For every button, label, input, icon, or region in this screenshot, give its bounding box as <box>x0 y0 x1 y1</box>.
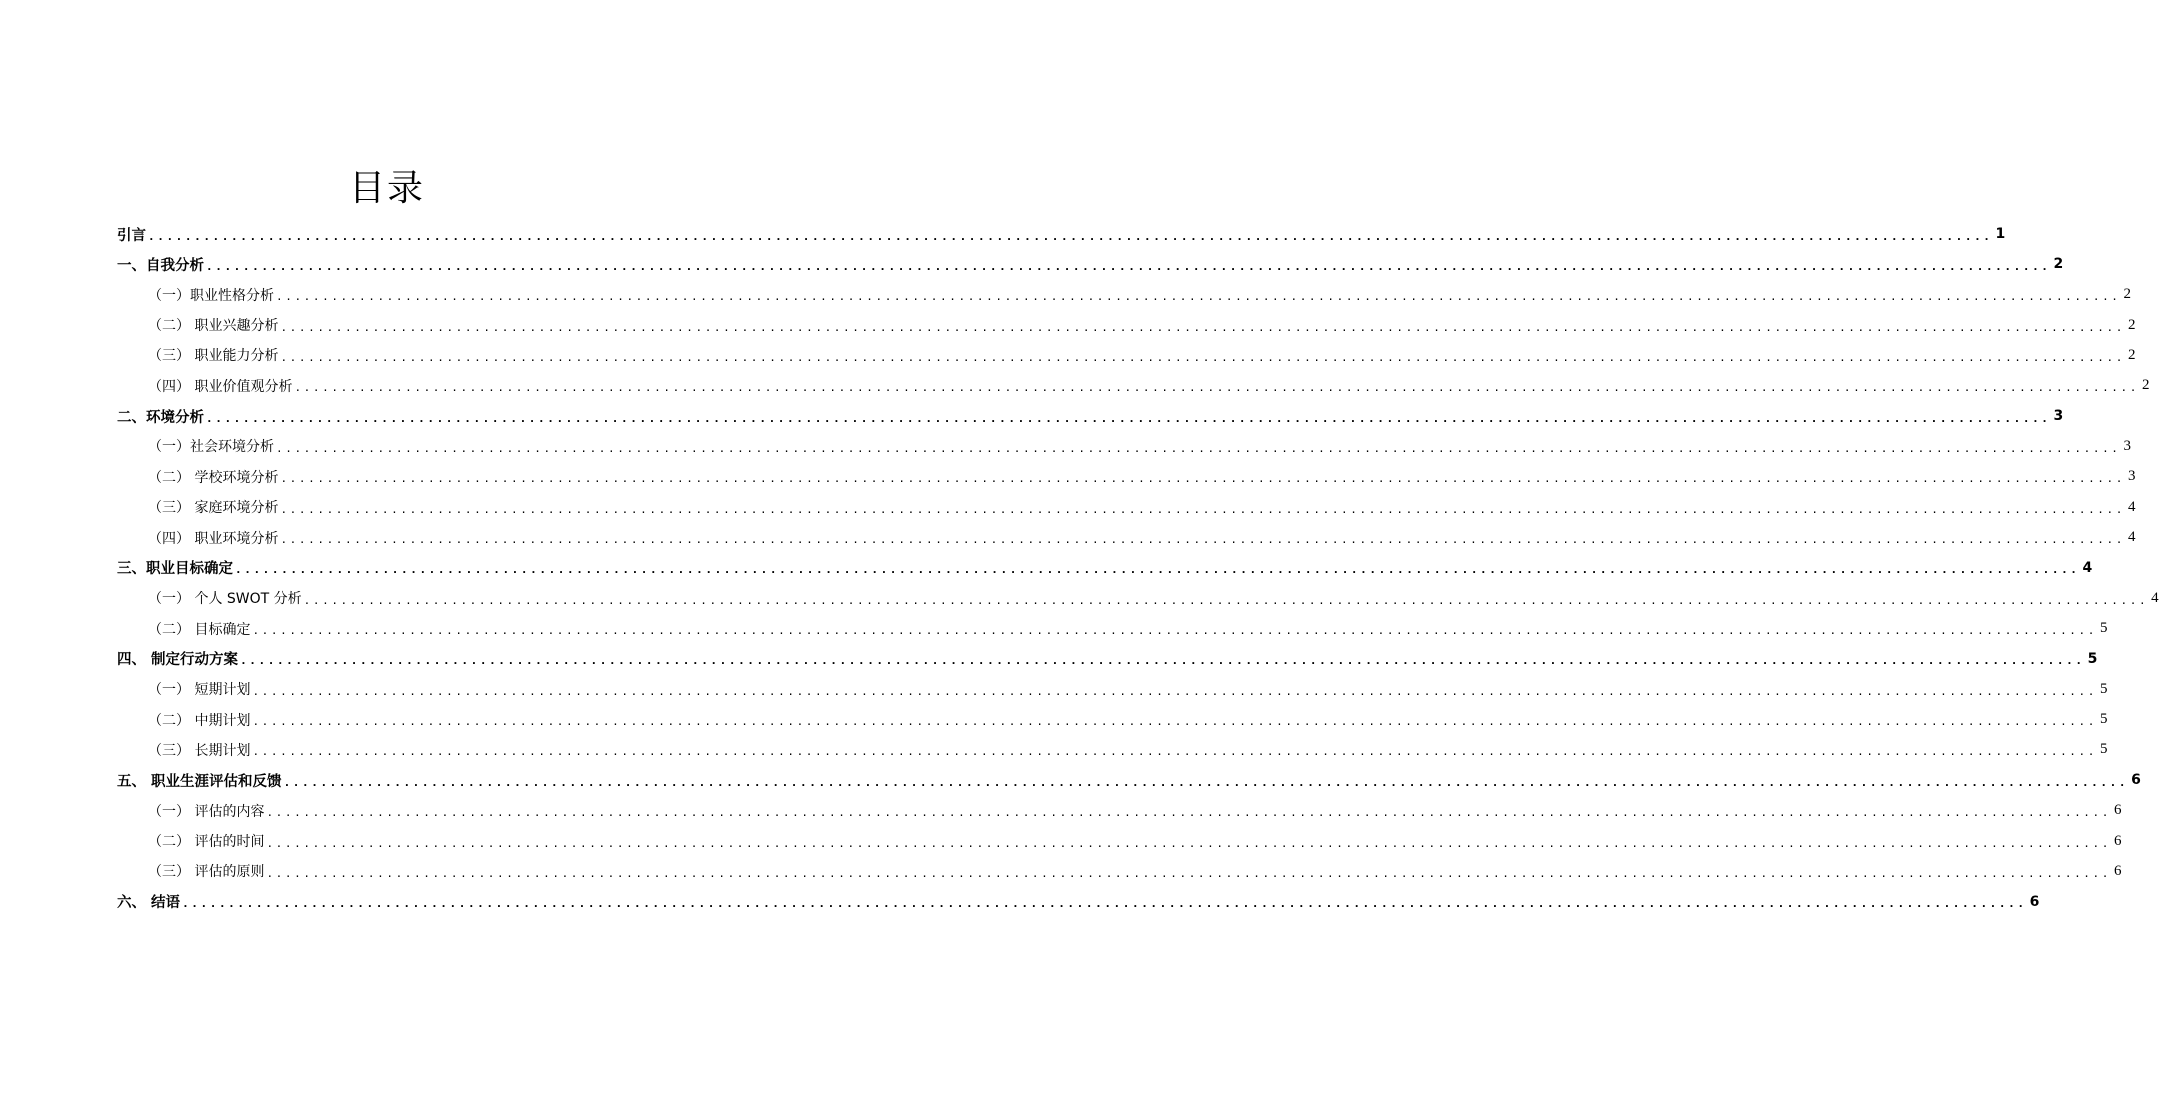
toc-entry-title: （二） 职业兴趣分析 <box>148 318 279 335</box>
toc-entry-section[interactable] <box>148 280 2132 310</box>
toc-page-number: 4 <box>2151 589 2159 606</box>
toc-entry-title: （一）社会环境分析 <box>148 439 274 456</box>
toc-entry-chapter[interactable] <box>117 219 2006 249</box>
toc-entry-section[interactable] <box>148 614 2108 644</box>
toc-page-number: 4 <box>2127 529 2136 545</box>
toc-entry-title: （二） 评估的时间 <box>148 834 265 850</box>
toc-entry-title: （三） 长期计划 <box>148 742 251 759</box>
toc-dot-leader: ........................................................................................................................................................................................................ <box>280 533 2125 546</box>
toc-page-number: 5 <box>2087 650 2098 667</box>
toc-entry-section[interactable] <box>148 674 2108 704</box>
toc-page-number: 5 <box>2099 711 2108 728</box>
toc-dot-leader: ........................................................................................................................................................................................................ <box>280 320 2125 334</box>
toc-dot-leader: ........................................................................................................................................................................................................ <box>206 411 2051 425</box>
toc-entry-section[interactable] <box>148 310 2136 340</box>
toc-dot-leader: ........................................................................................................................................................................................................ <box>235 563 2080 577</box>
toc-dot-leader: ........................................................................................................................................................................................................ <box>266 836 2111 850</box>
toc-entry-title: （三） 职业能力分析 <box>148 348 279 365</box>
toc-entry-section[interactable] <box>148 826 2122 856</box>
toc-dot-leader: ........................................................................................................................................................................................................ <box>240 654 2085 668</box>
toc-page-number: 5 <box>2099 620 2108 637</box>
toc-entry-chapter[interactable] <box>117 644 2098 674</box>
toc-page-number: 2 <box>2127 346 2136 363</box>
toc-title: 目录 <box>348 168 425 209</box>
toc-entry-section[interactable] <box>148 340 2136 370</box>
toc-dot-leader: ........................................................................................................................................................................................................ <box>252 715 2097 729</box>
toc-entry-title: （二） 中期计划 <box>148 712 251 729</box>
toc-entry-title: 二、环境分析 <box>117 409 204 426</box>
toc-entry-section[interactable] <box>148 796 2122 826</box>
toc-entry-chapter[interactable] <box>117 401 2064 431</box>
toc-entry-section[interactable] <box>148 431 2132 461</box>
toc-entry-title: （一） 个人 SWOT 分析 <box>148 591 302 608</box>
toc-entry-chapter[interactable] <box>117 249 2064 279</box>
toc-entry-title: （三） 家庭环境分析 <box>148 500 279 517</box>
toc-page-number: 2 <box>2127 316 2136 333</box>
toc-page-number: 2 <box>2053 256 2064 273</box>
toc-entry-title: （二） 目标确定 <box>148 621 251 638</box>
toc-entry-title: 引言 <box>117 227 146 244</box>
toc-dot-leader: ........................................................................................................................................................................................................ <box>148 229 1993 243</box>
toc-dot-leader: ........................................................................................................................................................................................................ <box>252 624 2097 638</box>
toc-dot-leader: ........................................................................................................................................................................................................ <box>280 472 2125 486</box>
toc-entry-section[interactable] <box>148 856 2122 886</box>
toc-entry-chapter[interactable] <box>117 553 2093 583</box>
toc-entry-chapter[interactable] <box>117 765 2141 795</box>
toc-dot-leader: ........................................................................................................................................................................................................ <box>182 897 2027 911</box>
toc-dot-leader: ........................................................................................................................................................................................................ <box>303 593 2149 607</box>
toc-dot-leader: ........................................................................................................................................................................................................ <box>252 745 2097 759</box>
toc-entry-title: 六、 结语 <box>117 895 181 912</box>
toc-entry-title: 三、职业目标确定 <box>117 561 233 578</box>
toc-dot-leader: ........................................................................................................................................................................................................ <box>283 775 2129 789</box>
toc-entry-section[interactable] <box>148 705 2108 735</box>
toc-page-number: 6 <box>2131 772 2141 789</box>
toc-entry-chapter[interactable] <box>117 887 2040 917</box>
toc-entry-section[interactable] <box>148 462 2136 492</box>
toc-page-number: 4 <box>2127 498 2136 515</box>
toc-page-number: 5 <box>2099 741 2108 758</box>
toc-page-number: 6 <box>2029 893 2040 910</box>
toc-entry-title: （二） 学校环境分析 <box>148 469 279 486</box>
toc-dot-leader: ........................................................................................................................................................................................................ <box>206 259 2051 273</box>
toc-entry-section[interactable] <box>148 523 2136 553</box>
toc-entry-title: （三） 评估的原则 <box>148 864 265 881</box>
toc-dot-leader: ........................................................................................................................................................................................................ <box>294 381 2139 395</box>
toc-dot-leader: ........................................................................................................................................................................................................ <box>280 350 2125 364</box>
toc-page-number: 1 <box>1995 226 2006 242</box>
toc-page-number: 5 <box>2099 680 2108 697</box>
toc-page-number: 6 <box>2113 802 2122 819</box>
toc-entry-section[interactable] <box>148 371 2150 401</box>
toc-entry-title: 一、自我分析 <box>117 257 204 274</box>
toc-entry-title: （一） 评估的内容 <box>148 803 265 820</box>
toc-entry-section[interactable] <box>148 735 2108 765</box>
toc-entry-section[interactable] <box>148 583 2159 613</box>
toc-entry-title: （一）职业性格分析 <box>148 287 274 304</box>
toc-entry-section[interactable] <box>148 492 2136 522</box>
toc-page-number: 6 <box>2113 862 2122 879</box>
toc-dot-leader: ........................................................................................................................................................................................................ <box>276 290 2121 304</box>
toc-page-number: 3 <box>2053 408 2064 425</box>
toc-entry-title: 五、 职业生涯评估和反馈 <box>117 773 282 790</box>
toc-entry-title: （四） 职业环境分析 <box>148 530 279 547</box>
toc-entry-title: （四） 职业价值观分析 <box>148 378 293 395</box>
toc-dot-leader: ........................................................................................................................................................................................................ <box>276 441 2121 455</box>
toc-page-number: 2 <box>2123 286 2132 303</box>
toc-dot-leader: ........................................................................................................................................................................................................ <box>266 806 2111 820</box>
toc-page-number: 4 <box>2082 559 2093 576</box>
toc-entry-title: 四、 制定行动方案 <box>117 652 239 669</box>
toc-dot-leader: ........................................................................................................................................................................................................ <box>252 684 2097 698</box>
toc-dot-leader: ........................................................................................................................................................................................................ <box>266 866 2111 880</box>
toc-entry-title: （一） 短期计划 <box>148 682 251 699</box>
toc-dot-leader: ........................................................................................................................................................................................................ <box>280 502 2125 516</box>
toc-page-number: 3 <box>2127 468 2136 485</box>
toc-page-number: 6 <box>2113 832 2122 849</box>
toc-page-number: 2 <box>2141 377 2150 394</box>
toc-page-number: 3 <box>2123 437 2132 454</box>
